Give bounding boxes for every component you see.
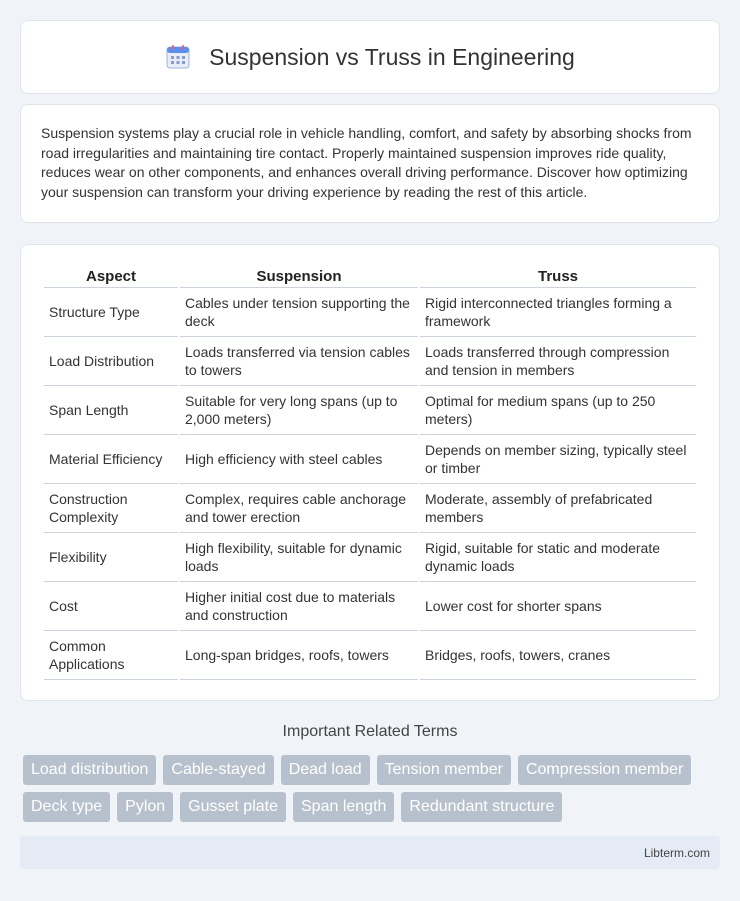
table-row [44, 484, 696, 533]
cell-truss: Depends on member sizing, typically steel or timber [420, 435, 696, 484]
cell-aspect: Cost [44, 582, 178, 631]
intro-text: Suspension systems play a crucial role in vehicle handling, comfort, and safety by absorbing shocks from road irregularities and maintaining tire contact. Properly maintained suspension improves ride quality, reduces wear on other components, and enhances overall driving performance. Discover how optimizing your suspension can transform your driving experience by reading the rest of this article. [41, 125, 692, 200]
cell-aspect: Material Efficiency [44, 435, 178, 484]
table-row [44, 533, 696, 582]
footer-brand[interactable]: Libterm.com [643, 845, 710, 860]
page-title: Suspension vs Truss in Engineering [209, 43, 575, 70]
table-header-row [44, 265, 696, 288]
cell-suspension: Suitable for very long spans (up to 2,000 meters) [180, 386, 418, 435]
cell-aspect: Flexibility [44, 533, 178, 582]
tag-deck-type[interactable]: Deck type [23, 792, 110, 822]
intro-card [20, 104, 720, 223]
cell-aspect: Common Applications [44, 631, 178, 680]
page-header [20, 20, 720, 94]
cell-truss: Rigid interconnected triangles forming a framework [420, 288, 696, 337]
cell-aspect: Construction Complexity [44, 484, 178, 533]
tag-cable-stayed[interactable]: Cable-stayed [163, 755, 273, 785]
table-row [44, 288, 696, 337]
cell-truss: Lower cost for shorter spans [420, 582, 696, 631]
comparison-card [20, 244, 720, 701]
calendar-icon [165, 44, 191, 70]
cell-suspension: Complex, requires cable anchorage and tower erection [180, 484, 418, 533]
table-row [44, 337, 696, 386]
related-terms-section [20, 723, 720, 822]
cell-suspension: Loads transferred via tension cables to towers [180, 337, 418, 386]
cell-suspension: Higher initial cost due to materials and construction [180, 582, 418, 631]
header-aspect: Aspect [44, 265, 178, 288]
tag-tension-member[interactable]: Tension member [377, 755, 511, 785]
cell-truss: Loads transferred through compression and tension in members [420, 337, 696, 386]
cell-suspension: Cables under tension supporting the deck [180, 288, 418, 337]
tag-span-length[interactable]: Span length [293, 792, 394, 822]
related-terms-tags [20, 755, 720, 822]
cell-truss: Bridges, roofs, towers, cranes [420, 631, 696, 680]
table-row [44, 435, 696, 484]
tag-compression-member[interactable]: Compression member [518, 755, 691, 785]
table-row [44, 631, 696, 680]
tag-dead-load[interactable]: Dead load [281, 755, 370, 785]
cell-aspect: Span Length [44, 386, 178, 435]
tag-gusset-plate[interactable]: Gusset plate [180, 792, 286, 822]
header-suspension: Suspension [180, 265, 418, 288]
cell-suspension: Long-span bridges, roofs, towers [180, 631, 418, 680]
footer [20, 836, 720, 869]
cell-aspect: Structure Type [44, 288, 178, 337]
table-row [44, 386, 696, 435]
cell-suspension: High efficiency with steel cables [180, 435, 418, 484]
cell-aspect: Load Distribution [44, 337, 178, 386]
header-truss: Truss [420, 265, 696, 288]
tag-load-distribution[interactable]: Load distribution [23, 755, 156, 785]
comparison-table [42, 265, 698, 680]
tag-pylon[interactable]: Pylon [117, 792, 173, 822]
related-terms-title: Important Related Terms [282, 723, 458, 740]
cell-truss: Moderate, assembly of prefabricated members [420, 484, 696, 533]
cell-truss: Optimal for medium spans (up to 250 meters) [420, 386, 696, 435]
cell-suspension: High flexibility, suitable for dynamic loads [180, 533, 418, 582]
cell-truss: Rigid, suitable for static and moderate dynamic loads [420, 533, 696, 582]
table-row [44, 582, 696, 631]
tag-redundant-structure[interactable]: Redundant structure [401, 792, 562, 822]
